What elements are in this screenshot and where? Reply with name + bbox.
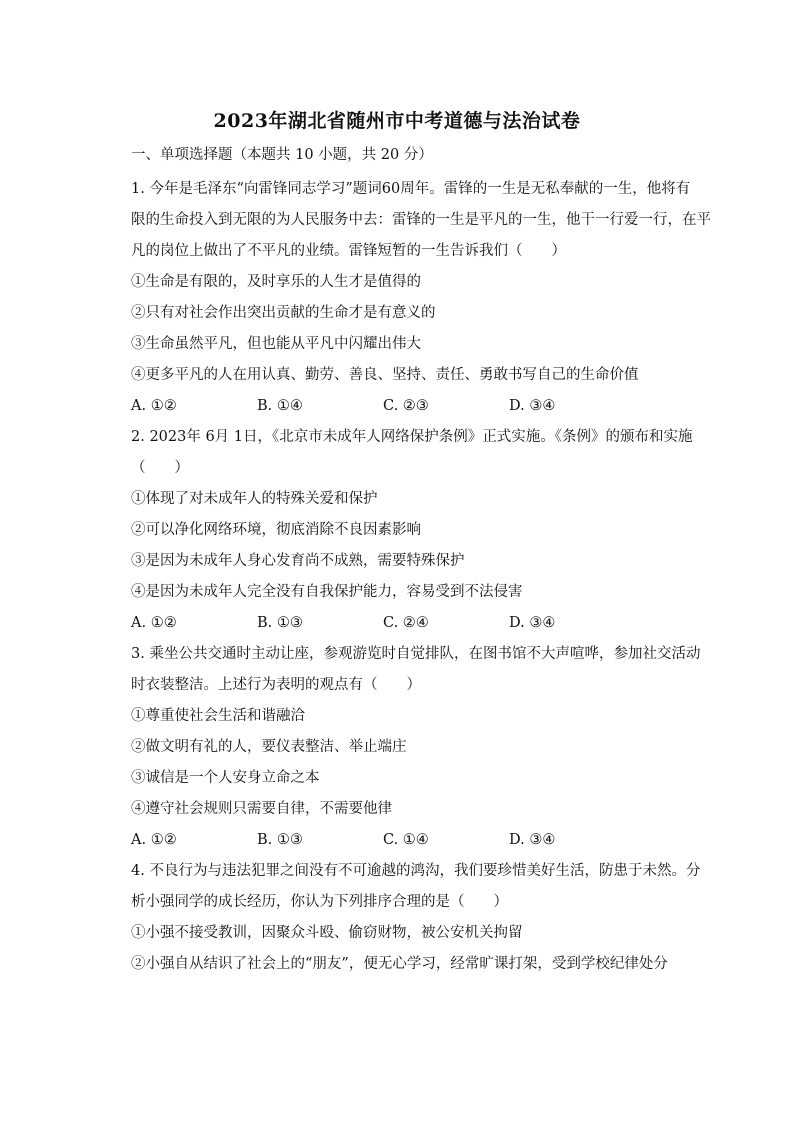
option-b: B. ①④ [257, 398, 303, 414]
statement-item: ①尊重使社会生活和谐融洽 [131, 708, 305, 724]
question-stem-line: 限的生命投入到无限的为人民服务中去：雷锋的一生是平凡的一生，他干一行爱一行，在平 [131, 212, 711, 228]
statement-item: ②只有对社会作出突出贡献的生命才是有意义的 [131, 305, 436, 321]
option-a: A. ①② [131, 398, 177, 414]
question-stem-line: 3. 乘坐公共交通时主动让座，参观游览时自觉排队，在图书馆不大声喧哗，参加社交活动 [131, 646, 701, 662]
question-stem-line: 凡的岗位上做出了不平凡的业绩。雷锋短暂的一生告诉我们（ ） [131, 243, 566, 259]
question-2 [131, 422, 691, 639]
question-stem-line: 析小强同学的成长经历，你认为下列排序合理的是（ ） [131, 894, 508, 910]
question-3 [131, 639, 701, 856]
option-c: C. ①④ [383, 832, 429, 848]
statement-item: ①生命是有限的，及时享乐的人生才是值得的 [131, 274, 421, 290]
question-stem-line: 2. 2023年 6月 1日，《北京市未成年人网络保护条例》正式实施。《条例》的颁布和实施 [131, 429, 693, 445]
option-a: A. ①② [131, 832, 177, 848]
page-title: 2023年湖北省随州市中考道德与法治试卷 [213, 110, 581, 132]
question-4 [131, 856, 701, 980]
option-b: B. ①③ [257, 832, 303, 848]
option-c: C. ②④ [383, 615, 429, 631]
statement-item: ④更多平凡的人在用认真、勤劳、善良、坚持、责任、勇敢书写自己的生命价值 [131, 367, 639, 383]
question-1 [131, 174, 711, 422]
statement-item: ①体现了对未成年人的特殊关爱和保护 [131, 491, 378, 507]
answer-options [131, 391, 691, 422]
section-heading: 一、单项选择题（本题共 10 小题，共 20 分） [131, 147, 433, 163]
option-b: B. ①③ [257, 615, 303, 631]
statement-item: ①小强不接受教训，因聚众斗殴、偷窃财物，被公安机关拘留 [131, 925, 523, 941]
question-list [131, 174, 711, 980]
statement-item: ④遵守社会规则只需要自律，不需要他律 [131, 801, 392, 817]
answer-options [131, 825, 691, 856]
question-stem-line: 1. 今年是毛泽东“向雷锋同志学习”题词60周年。雷锋的一生是无私奉献的一生，他将有 [131, 181, 691, 197]
statement-item: ④是因为未成年人完全没有自我保护能力，容易受到不法侵害 [131, 584, 523, 600]
option-d: D. ③④ [509, 615, 556, 631]
question-stem-line: 时衣装整洁。上述行为表明的观点有（ ） [131, 677, 421, 693]
statement-item: ②做文明有礼的人，要仪表整洁、举止端庄 [131, 739, 407, 755]
option-d: D. ③④ [509, 398, 556, 414]
answer-options [131, 608, 691, 639]
option-a: A. ①② [131, 615, 177, 631]
question-stem-line: （ ） [131, 460, 189, 476]
statement-item: ②小强自从结识了社会上的“朋友”，便无心学习，经常旷课打架，受到学校纪律处分 [131, 956, 668, 972]
option-c: C. ②③ [383, 398, 429, 414]
statement-item: ③是因为未成年人身心发育尚不成熟，需要特殊保护 [131, 553, 465, 569]
question-stem-line: 4. 不良行为与违法犯罪之间没有不可逾越的鸿沟，我们要珍惜美好生活，防患于未然。分 [131, 863, 701, 879]
option-d: D. ③④ [509, 832, 556, 848]
statement-item: ③诚信是一个人安身立命之本 [131, 770, 320, 786]
statement-item: ③生命虽然平凡，但也能从平凡中闪耀出伟大 [131, 336, 421, 352]
statement-item: ②可以净化网络环境，彻底消除不良因素影响 [131, 522, 421, 538]
